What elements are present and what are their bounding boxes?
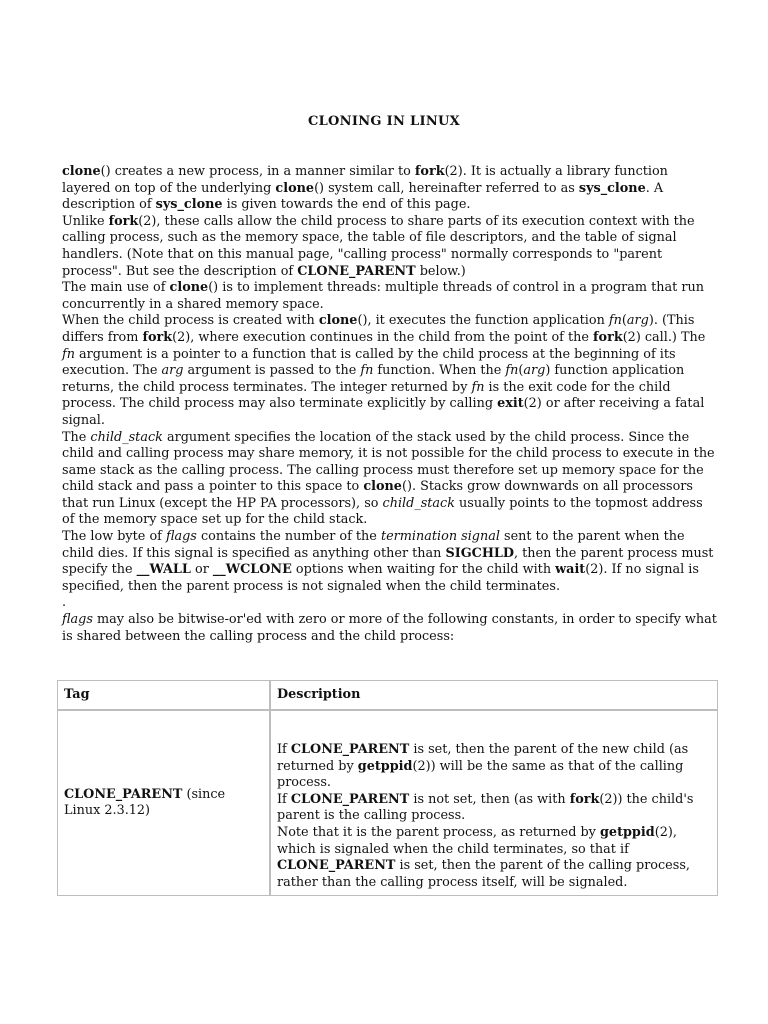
bold-term: clone [363, 479, 402, 495]
bold-term: wait [555, 562, 586, 578]
paragraph [62, 214, 717, 280]
text-run: may also be bitwise-or'ed with zero or more of the following constants, in order to specify what is shared between the calling process and the child process: [62, 612, 717, 644]
paragraph [62, 430, 717, 530]
text-run: argument specifies the location of the stack used by the child process. Since the child and calling process may share memory, it is not possible for the child process to execute in the same stack as the calling process. The calling process must therefore set up memory space for the child stack and pass a pointer to this space to [62, 429, 715, 495]
paragraph [62, 529, 717, 595]
text-run: ) function application returns, the child process terminates. The integer returned by [62, 363, 685, 395]
text-run: ( [621, 313, 627, 329]
text-run: Unlike [62, 213, 109, 229]
description-line [277, 742, 711, 792]
text-run: ). (This differs from [62, 313, 695, 345]
bold-term: clone [62, 164, 101, 179]
bold-term: __WALL [136, 562, 191, 578]
paragraph [62, 280, 717, 313]
text-run: below.) [415, 263, 466, 279]
bold-term: fork [569, 791, 600, 807]
bold-term: fork [108, 213, 139, 229]
text-run: (2), which is signaled when the child terminates, so that if [277, 824, 677, 857]
text-run: (). Stacks grow downwards on all processors that run Linux (except the HP PA processors), so [62, 479, 693, 511]
text-run: . [62, 595, 67, 611]
italic-term: fn [505, 363, 519, 379]
italic-term: child_stack [382, 495, 455, 511]
text-run: (2). It is actually a library function layered on top of the underlying [62, 164, 668, 196]
text-run: The [62, 429, 91, 445]
text-run: () is to implement threads: multiple threads of control in a program that run concurrently in a shared memory space. [62, 280, 704, 312]
bold-term: clone [169, 280, 209, 296]
text-run: (2) or after receiving a fatal signal. [62, 396, 705, 428]
bold-term: sys_clone [578, 180, 646, 196]
document-title: CLONING IN LINUX [307, 114, 461, 129]
text-run: (2)) the child's parent is the calling process. [277, 791, 694, 824]
text-run: (2) call.) The [622, 329, 706, 345]
italic-term: flags [62, 612, 93, 628]
text-run: argument is a pointer to a function that is called by the child process at the beginning of its execution. The [62, 346, 676, 379]
bold-term: getppid [357, 758, 413, 774]
text-run: sent to the parent when the child dies. If this signal is specified as anything other than [62, 529, 685, 561]
bold-term: fork [142, 329, 173, 345]
column-header-tag: Tag [57, 680, 270, 710]
bold-term: __WCLONE [212, 562, 292, 578]
text-run: (2), these calls allow the child process to share parts of its execution context with the calling process, such as the memory space, the table of file descriptors, and the table of signal handlers. (Note that on this manual page, "calling process" normally corresponds to "parent process". But see the description of [62, 213, 695, 279]
text-run: () system call, hereinafter referred to as [314, 180, 579, 196]
text-run: usually points to the topmost address of the memory space set up for the child stack. [62, 495, 703, 528]
text-run: When the child process is created with [62, 313, 319, 329]
text-run: is the exit code for the child process. The child process may also terminate explicitly by calling [62, 379, 671, 412]
description-line [277, 825, 711, 891]
italic-term: fn [471, 379, 485, 395]
italic-term: arg [523, 363, 546, 379]
italic-term: termination signal [380, 529, 500, 545]
text-run: is set, then the parent of the calling process, rather than the calling process itself, will be signaled. [277, 858, 690, 890]
text-run: The low byte of [62, 529, 166, 545]
paragraph [62, 612, 717, 645]
text-run: function. When the [373, 363, 506, 379]
italic-term: fn [62, 346, 75, 362]
bold-term: CLONE_PARENT [64, 786, 183, 802]
text-run: (2)) will be the same as that of the calling process. [277, 758, 684, 791]
italic-term: flags [165, 529, 197, 545]
text-run: (2), where execution continues in the child from the point of the [172, 329, 594, 345]
description-line [277, 792, 711, 825]
table-row [57, 710, 718, 896]
bold-term: getppid [599, 824, 655, 840]
text-run: () creates a new process, in a manner similar to [100, 164, 415, 179]
text-run: is not set, then (as with [409, 791, 570, 807]
bold-term: SIGCHLD [445, 545, 515, 561]
bold-term: sys_clone [155, 197, 223, 213]
column-header-description: Description [270, 680, 718, 710]
bold-term: clone [275, 180, 315, 196]
table-header-row [57, 680, 718, 710]
text-run: , then the parent process must specify the [62, 545, 714, 578]
text-run: (2). If no signal is specified, then the parent process is not signaled when the child terminates. [62, 562, 699, 594]
text-run: options when waiting for the child with [291, 562, 556, 578]
text-run: . A description of [62, 180, 664, 213]
italic-term: fn [360, 363, 374, 379]
paragraph [62, 313, 717, 429]
bold-term: CLONE_PARENT [290, 791, 410, 807]
text-run: If [277, 791, 291, 807]
tag-cell [57, 710, 270, 896]
paragraph [62, 164, 717, 214]
bold-term: exit [497, 396, 524, 412]
italic-term: arg [161, 363, 184, 379]
text-run: or [190, 562, 213, 578]
document-body [62, 164, 717, 645]
bold-term: CLONE_PARENT [297, 263, 416, 279]
text-run: contains the number of the [196, 529, 381, 545]
bold-term: fork [593, 329, 623, 345]
text-run: If [277, 742, 291, 757]
flags-table [57, 680, 718, 896]
bold-term: CLONE_PARENT [277, 858, 396, 874]
text-run: argument is passed to the [183, 363, 361, 379]
text-run: is given towards the end of this page. [222, 197, 471, 213]
bold-term: CLONE_PARENT [290, 742, 410, 757]
separator-dot [62, 595, 717, 612]
text-run: (since Linux 2.3.12) [64, 786, 226, 819]
text-run: (), it executes the function application [357, 313, 609, 329]
italic-term: arg [626, 313, 649, 329]
bold-term: fork [414, 164, 445, 179]
text-run: ( [518, 363, 524, 379]
text-run: The main use of [62, 280, 170, 296]
text-run: Note that it is the parent process, as returned by [277, 824, 600, 840]
italic-term: child_stack [90, 429, 163, 445]
description-cell [270, 710, 718, 896]
text-run: is set, then the parent of the new child (as returned by [277, 742, 689, 774]
bold-term: clone [318, 313, 358, 329]
italic-term: fn [608, 313, 622, 329]
